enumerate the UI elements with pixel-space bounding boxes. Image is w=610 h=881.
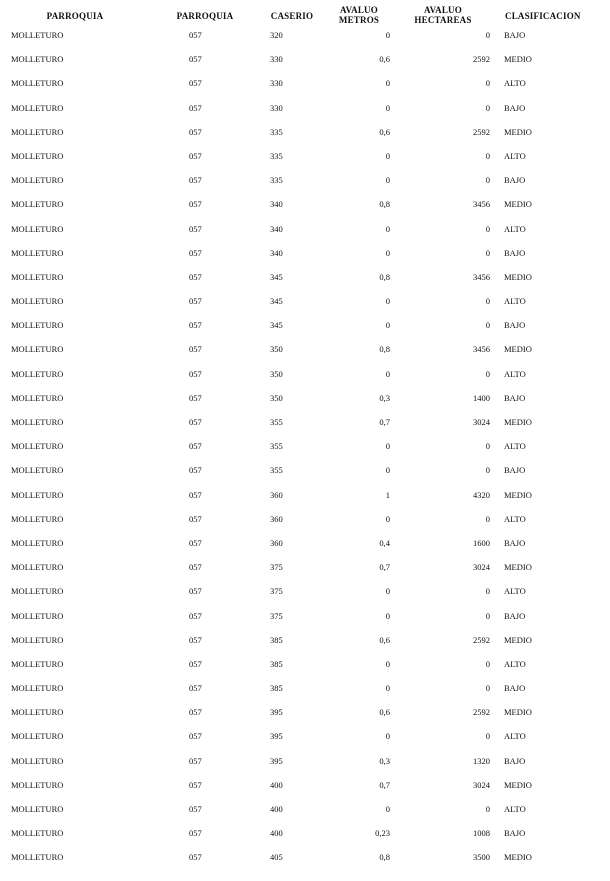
cell-clasificacion: BAJO bbox=[504, 175, 526, 186]
cell-parroquia: MOLLETURO bbox=[11, 537, 64, 548]
cell-avaluo-hectareas: 0 bbox=[485, 102, 490, 113]
cell-clasificacion: BAJO bbox=[504, 320, 526, 331]
cell-clasificacion: BAJO bbox=[504, 828, 526, 839]
cell-codigo: 057 bbox=[189, 731, 202, 742]
cell-codigo: 057 bbox=[189, 804, 202, 814]
cell-avaluo-hectareas: 0 bbox=[485, 658, 490, 669]
cell-avaluo-hectareas: 3456 bbox=[473, 271, 490, 282]
cell-codigo: 057 bbox=[189, 126, 202, 137]
cell-caserio: 320 bbox=[270, 30, 283, 40]
cell-avaluo-metros: 0,8 bbox=[379, 271, 390, 282]
table-row bbox=[0, 120, 610, 144]
cell-caserio: 335 bbox=[270, 126, 283, 137]
cell-avaluo-metros: 0 bbox=[385, 102, 390, 113]
cell-avaluo-hectareas: 0 bbox=[485, 368, 490, 379]
cell-clasificacion: ALTO bbox=[504, 150, 526, 161]
cell-avaluo-metros: 0,7 bbox=[379, 417, 390, 427]
cell-avaluo-metros: 0 bbox=[385, 150, 390, 161]
cell-parroquia: MOLLETURO bbox=[11, 489, 64, 500]
cell-clasificacion: MEDIO bbox=[504, 417, 532, 427]
cell-caserio: 395 bbox=[270, 731, 283, 742]
cell-avaluo-metros: 0 bbox=[385, 441, 390, 452]
cell-avaluo-hectareas: 1400 bbox=[473, 392, 490, 403]
cell-avaluo-hectareas: 0 bbox=[485, 683, 490, 694]
table-row bbox=[0, 144, 610, 168]
cell-avaluo-metros: 0,7 bbox=[379, 779, 390, 790]
cell-parroquia: MOLLETURO bbox=[11, 78, 64, 89]
table-row bbox=[0, 47, 610, 71]
table-row bbox=[0, 676, 610, 700]
cell-caserio: 355 bbox=[270, 417, 283, 427]
cell-avaluo-hectareas: 2592 bbox=[473, 634, 490, 645]
cell-caserio: 360 bbox=[270, 513, 283, 524]
cell-caserio: 330 bbox=[270, 102, 283, 113]
cell-caserio: 375 bbox=[270, 562, 283, 573]
cell-codigo: 057 bbox=[189, 102, 202, 113]
cell-clasificacion: ALTO bbox=[504, 804, 526, 814]
cell-parroquia: MOLLETURO bbox=[11, 731, 64, 742]
cell-avaluo-hectareas: 2592 bbox=[473, 54, 490, 65]
cell-codigo: 057 bbox=[189, 175, 202, 186]
cell-caserio: 350 bbox=[270, 344, 283, 355]
cell-caserio: 345 bbox=[270, 320, 283, 331]
cell-codigo: 057 bbox=[189, 344, 202, 355]
cell-parroquia: MOLLETURO bbox=[11, 417, 64, 427]
table-row bbox=[0, 386, 610, 410]
cell-codigo: 057 bbox=[189, 707, 202, 718]
table-row bbox=[0, 337, 610, 361]
cell-codigo: 057 bbox=[189, 537, 202, 548]
cell-caserio: 385 bbox=[270, 658, 283, 669]
cell-parroquia: MOLLETURO bbox=[11, 755, 64, 766]
cell-avaluo-hectareas: 0 bbox=[485, 175, 490, 186]
header-avaluo-metros-line1: AVALUO bbox=[340, 5, 378, 15]
cell-clasificacion: MEDIO bbox=[504, 271, 532, 282]
cell-caserio: 385 bbox=[270, 683, 283, 694]
cell-avaluo-hectareas: 3456 bbox=[473, 344, 490, 355]
cell-avaluo-hectareas: 0 bbox=[485, 586, 490, 597]
cell-avaluo-metros: 0 bbox=[385, 586, 390, 597]
cell-clasificacion: BAJO bbox=[504, 247, 526, 258]
cell-clasificacion: BAJO bbox=[504, 465, 526, 476]
cell-caserio: 340 bbox=[270, 247, 283, 258]
cell-parroquia: MOLLETURO bbox=[11, 368, 64, 379]
cell-avaluo-hectareas: 0 bbox=[485, 320, 490, 331]
header-parroquia-codigo: PARROQUIA bbox=[176, 11, 234, 21]
cell-parroquia: MOLLETURO bbox=[11, 707, 64, 718]
cell-caserio: 330 bbox=[270, 54, 283, 65]
cell-avaluo-hectareas: 0 bbox=[485, 804, 490, 814]
table-row bbox=[0, 579, 610, 603]
cell-caserio: 400 bbox=[270, 804, 283, 814]
cell-avaluo-hectareas: 0 bbox=[485, 150, 490, 161]
cell-avaluo-hectareas: 1600 bbox=[473, 537, 490, 548]
cell-avaluo-metros: 0,8 bbox=[379, 199, 390, 210]
cell-codigo: 057 bbox=[189, 610, 202, 621]
cell-parroquia: MOLLETURO bbox=[11, 513, 64, 524]
cell-caserio: 375 bbox=[270, 610, 283, 621]
cell-clasificacion: ALTO bbox=[504, 658, 526, 669]
cell-parroquia: MOLLETURO bbox=[11, 102, 64, 113]
cell-caserio: 335 bbox=[270, 150, 283, 161]
cell-codigo: 057 bbox=[189, 586, 202, 597]
cell-avaluo-hectareas: 0 bbox=[485, 296, 490, 307]
cell-codigo: 057 bbox=[189, 223, 202, 234]
cell-codigo: 057 bbox=[189, 78, 202, 89]
cell-avaluo-hectareas: 0 bbox=[485, 247, 490, 258]
cell-avaluo-metros: 0,4 bbox=[379, 537, 390, 548]
cell-caserio: 350 bbox=[270, 392, 283, 403]
cell-clasificacion: BAJO bbox=[504, 537, 526, 548]
cell-codigo: 057 bbox=[189, 296, 202, 307]
cell-avaluo-hectareas: 3456 bbox=[473, 199, 490, 210]
cell-caserio: 355 bbox=[270, 441, 283, 452]
table-row bbox=[0, 71, 610, 95]
cell-codigo: 057 bbox=[189, 54, 202, 65]
cell-avaluo-metros: 0 bbox=[385, 683, 390, 694]
cell-clasificacion: MEDIO bbox=[504, 634, 532, 645]
cell-parroquia: MOLLETURO bbox=[11, 30, 64, 40]
cell-avaluo-hectareas: 3024 bbox=[473, 417, 490, 427]
cell-avaluo-hectareas: 0 bbox=[485, 513, 490, 524]
table-row bbox=[0, 555, 610, 579]
table-row bbox=[0, 483, 610, 507]
header-avaluo-hectareas bbox=[408, 5, 478, 25]
cell-clasificacion: ALTO bbox=[504, 731, 526, 742]
cell-parroquia: MOLLETURO bbox=[11, 247, 64, 258]
cell-avaluo-metros: 0 bbox=[385, 78, 390, 89]
cell-parroquia: MOLLETURO bbox=[11, 610, 64, 621]
header-parroquia: PARROQUIA bbox=[46, 11, 104, 21]
cell-parroquia: MOLLETURO bbox=[11, 683, 64, 694]
cell-avaluo-metros: 0 bbox=[385, 658, 390, 669]
cell-codigo: 057 bbox=[189, 271, 202, 282]
table-row bbox=[0, 797, 610, 821]
cell-caserio: 360 bbox=[270, 489, 283, 500]
cell-avaluo-metros: 0,8 bbox=[379, 852, 390, 863]
table-row bbox=[0, 434, 610, 458]
cell-codigo: 057 bbox=[189, 658, 202, 669]
cell-avaluo-metros: 0,6 bbox=[379, 707, 390, 718]
cell-avaluo-hectareas: 0 bbox=[485, 731, 490, 742]
cell-avaluo-metros: 0,6 bbox=[379, 54, 390, 65]
cell-clasificacion: BAJO bbox=[504, 30, 526, 40]
header-avaluo-hectareas-line1: AVALUO bbox=[424, 5, 462, 15]
cell-caserio: 400 bbox=[270, 828, 283, 839]
cell-clasificacion: ALTO bbox=[504, 368, 526, 379]
cell-clasificacion: MEDIO bbox=[504, 562, 532, 573]
cell-avaluo-metros: 0 bbox=[385, 804, 390, 814]
table-row bbox=[0, 531, 610, 555]
cell-avaluo-hectareas: 0 bbox=[485, 465, 490, 476]
cell-parroquia: MOLLETURO bbox=[11, 658, 64, 669]
cell-avaluo-hectareas: 3500 bbox=[473, 852, 490, 863]
table-row bbox=[0, 96, 610, 120]
table-row bbox=[0, 458, 610, 482]
cell-parroquia: MOLLETURO bbox=[11, 150, 64, 161]
cell-avaluo-hectareas: 1008 bbox=[473, 828, 490, 839]
cell-caserio: 395 bbox=[270, 755, 283, 766]
table-row bbox=[0, 628, 610, 652]
cell-caserio: 345 bbox=[270, 296, 283, 307]
table-row bbox=[0, 410, 610, 434]
cell-avaluo-metros: 0,6 bbox=[379, 126, 390, 137]
cell-codigo: 057 bbox=[189, 852, 202, 863]
cell-clasificacion: ALTO bbox=[504, 296, 526, 307]
cell-codigo: 057 bbox=[189, 441, 202, 452]
cell-avaluo-hectareas: 4320 bbox=[473, 489, 490, 500]
cell-clasificacion: MEDIO bbox=[504, 489, 532, 500]
cell-clasificacion: BAJO bbox=[504, 392, 526, 403]
cell-caserio: 345 bbox=[270, 271, 283, 282]
table-row bbox=[0, 217, 610, 241]
table-row bbox=[0, 652, 610, 676]
cell-caserio: 385 bbox=[270, 634, 283, 645]
cell-parroquia: MOLLETURO bbox=[11, 852, 64, 863]
cell-avaluo-metros: 0 bbox=[385, 296, 390, 307]
cell-parroquia: MOLLETURO bbox=[11, 296, 64, 307]
cell-clasificacion: MEDIO bbox=[504, 707, 532, 718]
cell-clasificacion: MEDIO bbox=[504, 126, 532, 137]
cell-avaluo-hectareas: 1320 bbox=[473, 755, 490, 766]
cell-clasificacion: MEDIO bbox=[504, 54, 532, 65]
cell-parroquia: MOLLETURO bbox=[11, 804, 64, 814]
cell-codigo: 057 bbox=[189, 247, 202, 258]
cell-clasificacion: BAJO bbox=[504, 755, 526, 766]
cell-caserio: 395 bbox=[270, 707, 283, 718]
cell-clasificacion: ALTO bbox=[504, 441, 526, 452]
cell-parroquia: MOLLETURO bbox=[11, 392, 64, 403]
cell-caserio: 340 bbox=[270, 223, 283, 234]
cell-caserio: 350 bbox=[270, 368, 283, 379]
cell-avaluo-metros: 0 bbox=[385, 513, 390, 524]
cell-caserio: 340 bbox=[270, 199, 283, 210]
cell-caserio: 405 bbox=[270, 852, 283, 863]
table-row bbox=[0, 313, 610, 337]
table-row bbox=[0, 289, 610, 313]
cell-parroquia: MOLLETURO bbox=[11, 54, 64, 65]
cell-clasificacion: BAJO bbox=[504, 683, 526, 694]
cell-caserio: 355 bbox=[270, 465, 283, 476]
cell-avaluo-metros: 0,7 bbox=[379, 562, 390, 573]
cell-codigo: 057 bbox=[189, 150, 202, 161]
cell-clasificacion: BAJO bbox=[504, 610, 526, 621]
cell-codigo: 057 bbox=[189, 368, 202, 379]
cell-clasificacion: MEDIO bbox=[504, 199, 532, 210]
cell-avaluo-metros: 0 bbox=[385, 320, 390, 331]
cell-codigo: 057 bbox=[189, 199, 202, 210]
cell-codigo: 057 bbox=[189, 392, 202, 403]
cell-clasificacion: ALTO bbox=[504, 78, 526, 89]
cell-avaluo-metros: 0,23 bbox=[375, 828, 390, 839]
cell-avaluo-metros: 0 bbox=[385, 465, 390, 476]
table-row bbox=[0, 773, 610, 797]
cell-parroquia: MOLLETURO bbox=[11, 634, 64, 645]
cell-avaluo-metros: 0,3 bbox=[379, 755, 390, 766]
table-row bbox=[0, 23, 610, 47]
cell-codigo: 057 bbox=[189, 513, 202, 524]
cell-avaluo-metros: 0,3 bbox=[379, 392, 390, 403]
cell-parroquia: MOLLETURO bbox=[11, 828, 64, 839]
cell-parroquia: MOLLETURO bbox=[11, 271, 64, 282]
cell-parroquia: MOLLETURO bbox=[11, 441, 64, 452]
cell-clasificacion: BAJO bbox=[504, 102, 526, 113]
cell-avaluo-metros: 0 bbox=[385, 247, 390, 258]
cell-avaluo-metros: 0 bbox=[385, 175, 390, 186]
cell-avaluo-hectareas: 3024 bbox=[473, 779, 490, 790]
cell-parroquia: MOLLETURO bbox=[11, 223, 64, 234]
cell-avaluo-metros: 1 bbox=[385, 489, 390, 500]
cell-avaluo-hectareas: 2592 bbox=[473, 126, 490, 137]
table-row bbox=[0, 507, 610, 531]
cell-parroquia: MOLLETURO bbox=[11, 779, 64, 790]
cell-clasificacion: MEDIO bbox=[504, 779, 532, 790]
table-body bbox=[0, 23, 610, 870]
cell-avaluo-metros: 0 bbox=[385, 30, 390, 40]
cell-avaluo-hectareas: 0 bbox=[485, 610, 490, 621]
cell-codigo: 057 bbox=[189, 489, 202, 500]
cell-codigo: 057 bbox=[189, 755, 202, 766]
cell-parroquia: MOLLETURO bbox=[11, 175, 64, 186]
cell-codigo: 057 bbox=[189, 634, 202, 645]
cell-clasificacion: ALTO bbox=[504, 513, 526, 524]
cell-parroquia: MOLLETURO bbox=[11, 344, 64, 355]
cell-parroquia: MOLLETURO bbox=[11, 320, 64, 331]
cell-codigo: 057 bbox=[189, 562, 202, 573]
cell-avaluo-metros: 0,8 bbox=[379, 344, 390, 355]
cell-avaluo-metros: 0 bbox=[385, 731, 390, 742]
cell-caserio: 330 bbox=[270, 78, 283, 89]
cell-codigo: 057 bbox=[189, 417, 202, 427]
cell-avaluo-hectareas: 0 bbox=[485, 78, 490, 89]
header-clasificacion: CLASIFICACION bbox=[505, 11, 581, 21]
cell-parroquia: MOLLETURO bbox=[11, 562, 64, 573]
table-row bbox=[0, 845, 610, 869]
table-row bbox=[0, 724, 610, 748]
cell-codigo: 057 bbox=[189, 779, 202, 790]
table-row bbox=[0, 265, 610, 289]
table-row bbox=[0, 604, 610, 628]
cell-clasificacion: ALTO bbox=[504, 223, 526, 234]
cell-caserio: 360 bbox=[270, 537, 283, 548]
table-row bbox=[0, 168, 610, 192]
table-row bbox=[0, 362, 610, 386]
cell-avaluo-metros: 0 bbox=[385, 610, 390, 621]
cell-parroquia: MOLLETURO bbox=[11, 465, 64, 476]
table-row bbox=[0, 241, 610, 265]
cell-avaluo-hectareas: 2592 bbox=[473, 707, 490, 718]
cell-codigo: 057 bbox=[189, 828, 202, 839]
table-row bbox=[0, 192, 610, 216]
cell-codigo: 057 bbox=[189, 320, 202, 331]
cell-parroquia: MOLLETURO bbox=[11, 126, 64, 137]
cell-clasificacion: MEDIO bbox=[504, 344, 532, 355]
table-row bbox=[0, 749, 610, 773]
cell-avaluo-hectareas: 0 bbox=[485, 441, 490, 452]
cell-avaluo-metros: 0,6 bbox=[379, 634, 390, 645]
header-avaluo-hectareas-line2: HECTAREAS bbox=[414, 15, 472, 25]
header-avaluo-metros-line2: METROS bbox=[338, 15, 380, 25]
cell-avaluo-metros: 0 bbox=[385, 368, 390, 379]
cell-caserio: 400 bbox=[270, 779, 283, 790]
cell-avaluo-hectareas: 3024 bbox=[473, 562, 490, 573]
table-row bbox=[0, 700, 610, 724]
cell-avaluo-hectareas: 0 bbox=[485, 223, 490, 234]
cell-codigo: 057 bbox=[189, 683, 202, 694]
header-caserio: CASERIO bbox=[270, 11, 314, 21]
cell-codigo: 057 bbox=[189, 30, 202, 40]
cell-clasificacion: ALTO bbox=[504, 586, 526, 597]
header-avaluo-metros bbox=[328, 5, 390, 25]
cell-clasificacion: MEDIO bbox=[504, 852, 532, 863]
cell-avaluo-hectareas: 0 bbox=[485, 30, 490, 40]
cell-caserio: 335 bbox=[270, 175, 283, 186]
cell-parroquia: MOLLETURO bbox=[11, 199, 64, 210]
cell-parroquia: MOLLETURO bbox=[11, 586, 64, 597]
cell-avaluo-metros: 0 bbox=[385, 223, 390, 234]
cell-caserio: 375 bbox=[270, 586, 283, 597]
table-row bbox=[0, 821, 610, 845]
cell-codigo: 057 bbox=[189, 465, 202, 476]
